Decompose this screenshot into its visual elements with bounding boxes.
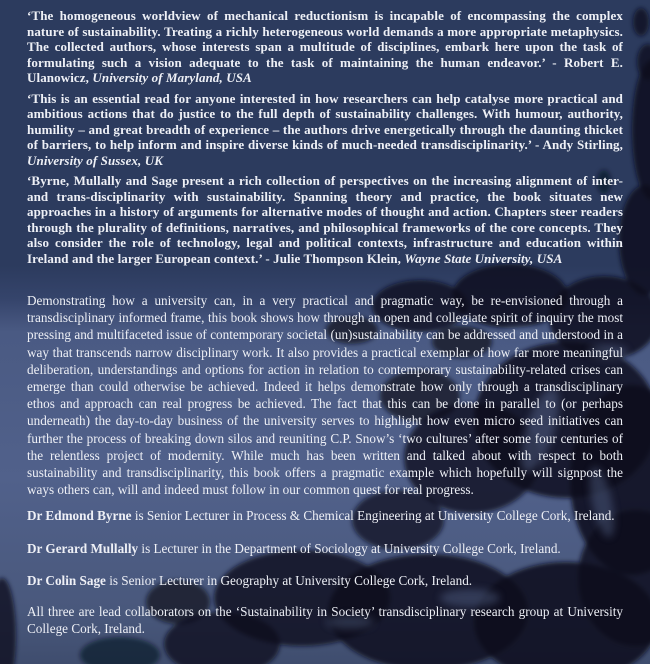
quote-affiliation: Wayne State University, USA xyxy=(404,250,563,266)
author-bio-text: is Senior Lecturer in Process & Chemical Engineering at University College Cork, Ireland. xyxy=(131,508,615,524)
endorsement-quote-ulanowicz xyxy=(27,8,623,86)
author-bio-sage xyxy=(27,572,623,589)
quote-affiliation: University of Sussex, UK xyxy=(27,152,164,168)
quote-text: ‘The homogeneous worldview of mechanical reductionism is incapable of encompassing the complex nature of sustainability. Treating a richly heterogeneous world demands a more appropriate metaphysics. The collected authors, whose interests span a multitude of disciplines, embark here upon the task of formulating such a vision adequate to the task of maintaining the human endeavor.’ - Robert E. Ulanowicz, xyxy=(27,8,623,85)
author-bio-byrne xyxy=(27,507,623,524)
author-name: Dr Gerard Mullally xyxy=(27,540,139,556)
collaboration-note: All three are lead collaborators on the ‘Sustainability in Society’ transdisciplinary research group at University College Cork, Ireland. xyxy=(27,604,623,637)
endorsement-quote-stirling xyxy=(27,91,623,169)
author-name: Dr Colin Sage xyxy=(27,572,106,588)
book-description: Demonstrating how a university can, in a very practical and pragmatic way, be re-envisioned through a transdisciplinary informed frame, this book shows how through an open and collegiate spirit of inquiry the most pressing and multifaceted issue of contemporary societal (un)sustainability can be addressed and understood in a way that transcends narrow disciplinary work. It also provides a practical exemplar of how far more meaningful deliberation, understandings and options for action in relation to contemporary sustainability-related crises can emerge than could otherwise be achieved. Indeed it helps demonstrate how only through a transdisciplinary ethos and approach can real progress be achieved. The fact that this can be done in parallel to (or perhaps underneath) the day-to-day business of the university serves to highlight how even micro seed initiatives can further the process of breaking down silos and reuniting C.P. Snow’s ‘two cultures’ after some four centuries of the relentless project of modernity. While much has been written and talked about with respect to both sustainability and transdisciplinarity, this book offers a pragmatic example which hopefully will signpost the ways others can, will and indeed must follow in our common quest for real progress. xyxy=(27,293,623,498)
author-bio-mullally xyxy=(27,540,623,557)
quote-affiliation: University of Maryland, USA xyxy=(92,70,252,85)
endorsement-quote-klein xyxy=(27,173,623,266)
quote-text: ‘Byrne, Mullally and Sage present a rich collection of perspectives on the increasing alignment of inter- and trans-disciplinarity with sustainability. Spanning theory and practice, the book situates new approaches in a history of arguments for alternative modes of thought and action. Chapters steer readers through the plurality of definitions, narratives, and philosophical frameworks of the core concepts. They also consider the role of technology, legal and political contexts, infrastructure and education within Ireland and the larger European context.’ - Julie Thompson Klein, xyxy=(27,173,623,266)
quote-text: ‘This is an essential read for anyone interested in how researchers can help catalyse more practical and ambitious actions that do justice to the full depth of sustainability challenges. With humour, authority, humility – and great breadth of experience – the authors drive energetically through the daunting thicket of barriers, to help inform and inspire diverse kinds of much-needed transdisciplinarity.’ - Andy Stirling, xyxy=(27,90,623,152)
author-name: Dr Edmond Byrne xyxy=(27,508,132,524)
author-bio-text: is Lecturer in the Department of Sociology at University College Cork, Ireland. xyxy=(138,540,561,556)
author-bio-text: is Senior Lecturer in Geography at University College Cork, Ireland. xyxy=(105,572,473,588)
